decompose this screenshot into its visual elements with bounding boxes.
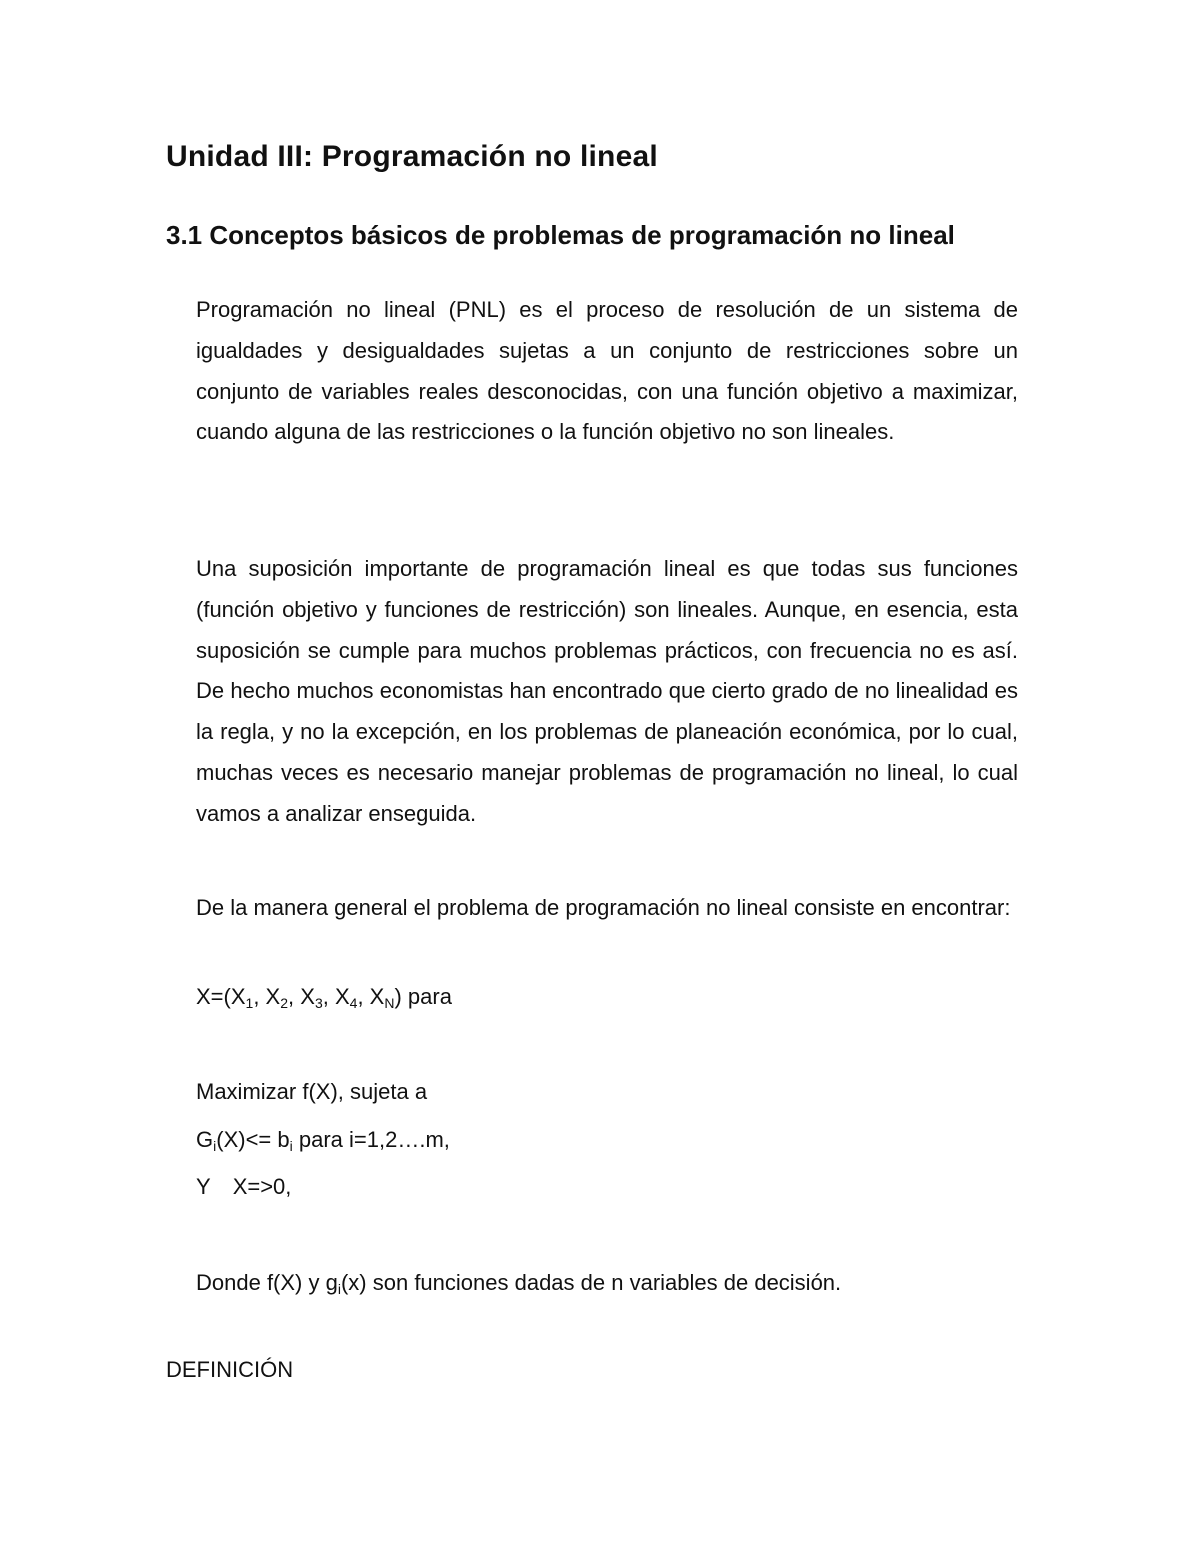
x-vector-formula: $X=(X_1$, $X_2$, $X_3$, $X_4$, $X_N$) para xyxy=(196,984,452,1011)
functions-description: Donde f(X) y $g_i(x)$ son funciones dadas de n variables de decisión. xyxy=(196,1270,842,1297)
definition-label: DEFINICIÓN xyxy=(166,1357,294,1382)
constraint-formula: $G_i(X)<= b_i$ para i=1,2….m, xyxy=(196,1127,450,1154)
paragraph-general-problem: De la manera general el problema de programación no lineal consiste en encontrar: xyxy=(196,895,1011,920)
paragraph-linear-assumption: Una suposición importante de programación lineal es que todas sus funciones (función objetivo y funciones de restricción) son lineales. Aunque, en esencia, esta suposición se cumple para muchos problemas prácticos, con frecuencia no es así. De hecho muchos economistas han encontrado que cierto grado de no linealidad es la regla, y no la excepción, en los problemas de planeación económica, por lo cual, muchas veces es necesario manejar problemas de programación no lineal, lo cual vamos a analizar enseguida. xyxy=(196,556,1018,826)
section-title: 3.1 Conceptos básicos de problemas de programación no lineal xyxy=(166,220,955,250)
unit-title: Unidad III: Programación no lineal xyxy=(166,140,658,173)
nonnegativity-formula: Y X=>0, xyxy=(196,1174,292,1199)
maximize-statement: Maximizar f(X), sujeta a xyxy=(196,1079,428,1104)
paragraph-pnl-definition: Programación no lineal (PNL) es el proceso de resolución de un sistema de igualdades y desigualdades sujetas a un conjunto de restricciones sobre un conjunto de variables reales desconocidas, con una función objetivo a maximizar, cuando alguna de las restricciones o la función objetivo no son lineales. xyxy=(196,297,1018,445)
